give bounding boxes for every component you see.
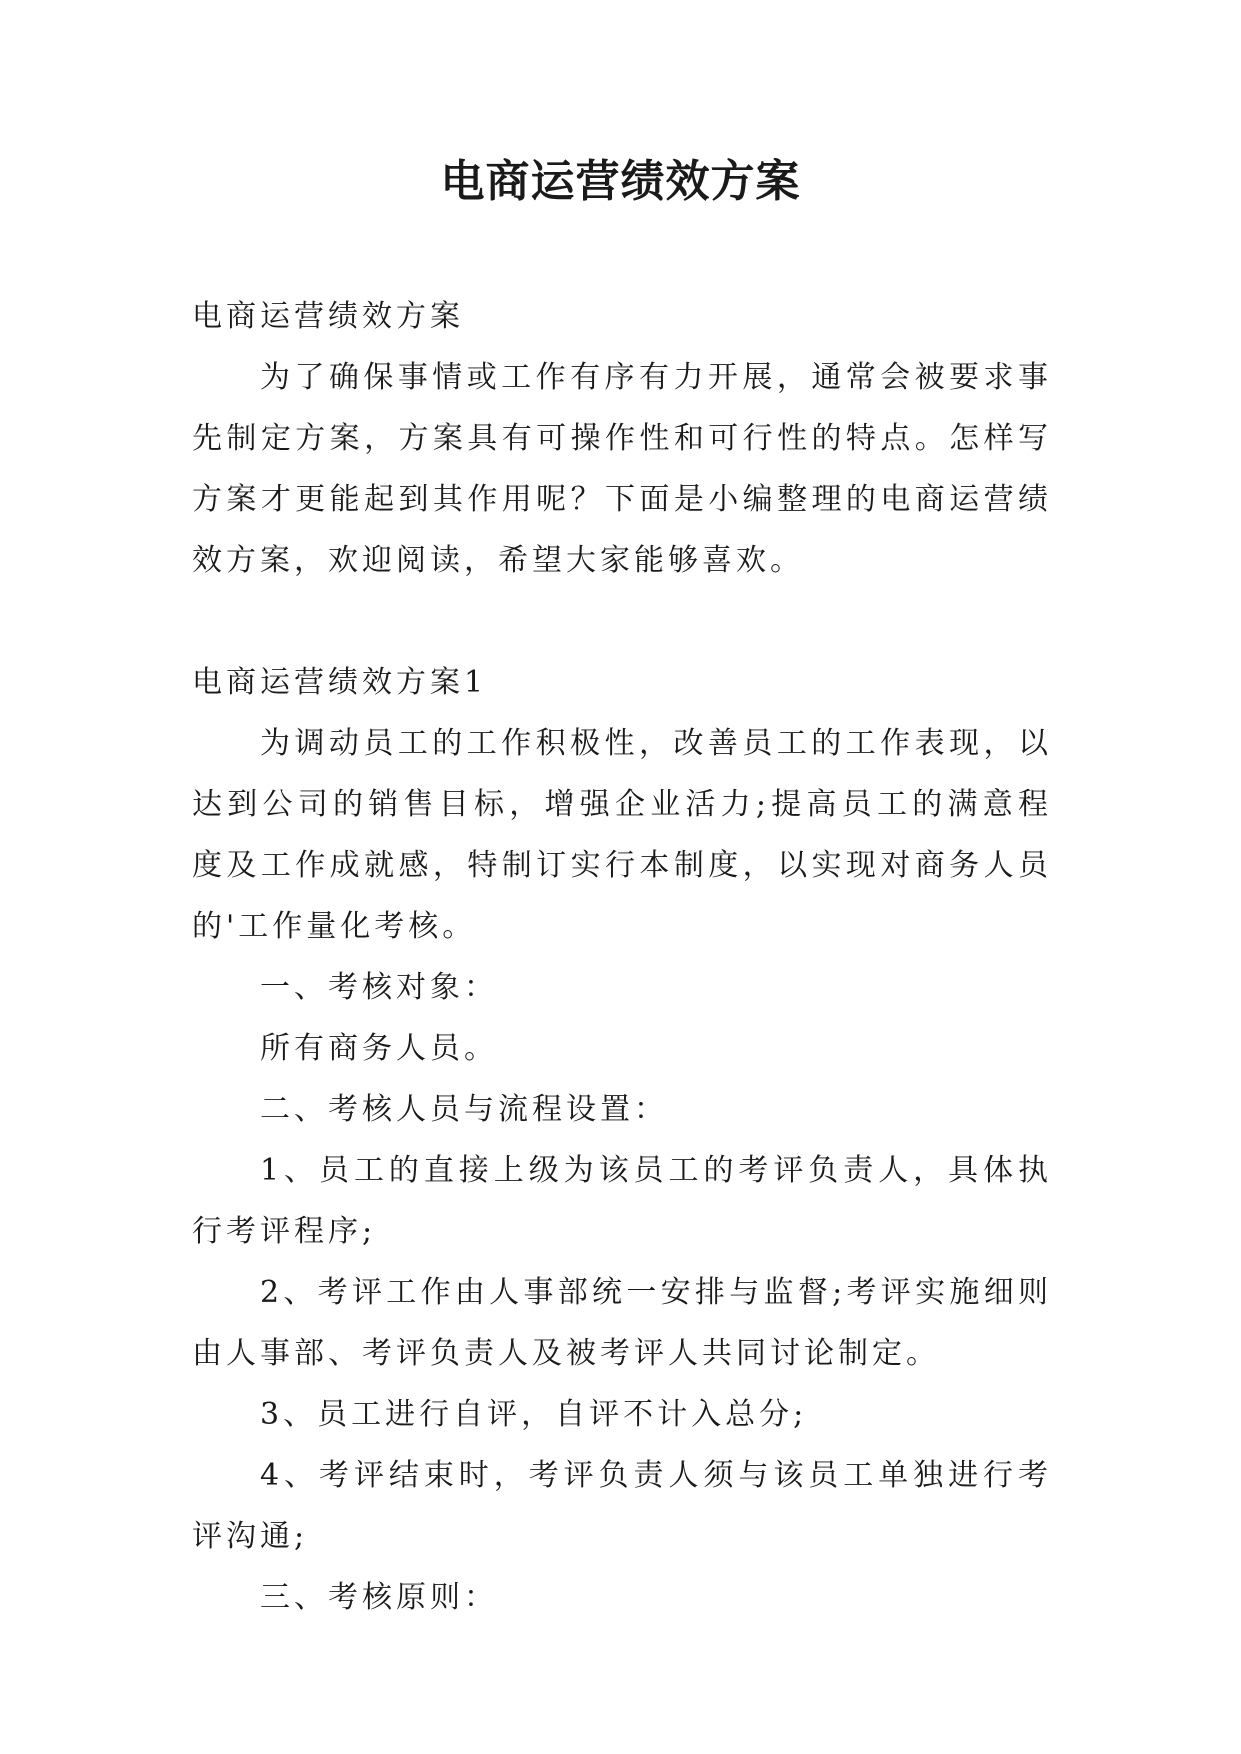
document-body [192, 286, 1052, 1628]
heading-assessment-principles: 三、考核原则： [260, 1580, 498, 1615]
heading-assessment-target: 一、考核对象： [260, 970, 498, 1005]
process-item-4: 4、考评结束时，考评负责人须与该员工单独进行考评沟通; [192, 1458, 1052, 1554]
process-item-1: 1、员工的直接上级为该员工的考评负责人，具体执行考评程序; [192, 1153, 1052, 1249]
purpose-paragraph: 为调动员工的工作积极性，改善员工的工作表现，以达到公司的销售目标，增强企业活力;提高员工的满意程度及工作成就感，特制订实行本制度，以实现对商务人员的'工作量化考核。 [192, 726, 1052, 944]
intro-paragraph: 为了确保事情或工作有序有力开展，通常会被要求事先制定方案，方案具有可操作性和可行性的特点。怎样写方案才更能起到其作用呢？下面是小编整理的电商运营绩效方案，欢迎阅读，希望大家能够喜欢。 [192, 360, 1052, 578]
process-item-3: 3、员工进行自评，自评不计入总分; [260, 1397, 808, 1432]
heading-assessment-process: 二、考核人员与流程设置： [260, 1092, 668, 1127]
assessment-target-text: 所有商务人员。 [260, 1031, 498, 1066]
document-title: 电商运营绩效方案 [440, 156, 801, 207]
process-item-2: 2、考评工作由人事部统一安排与监督;考评实施细则由人事部、考评负责人及被考评人共同讨论制定。 [192, 1275, 1052, 1371]
section-heading-1: 电商运营绩效方案1 [192, 665, 488, 700]
subtitle-paragraph: 电商运营绩效方案 [192, 299, 464, 334]
